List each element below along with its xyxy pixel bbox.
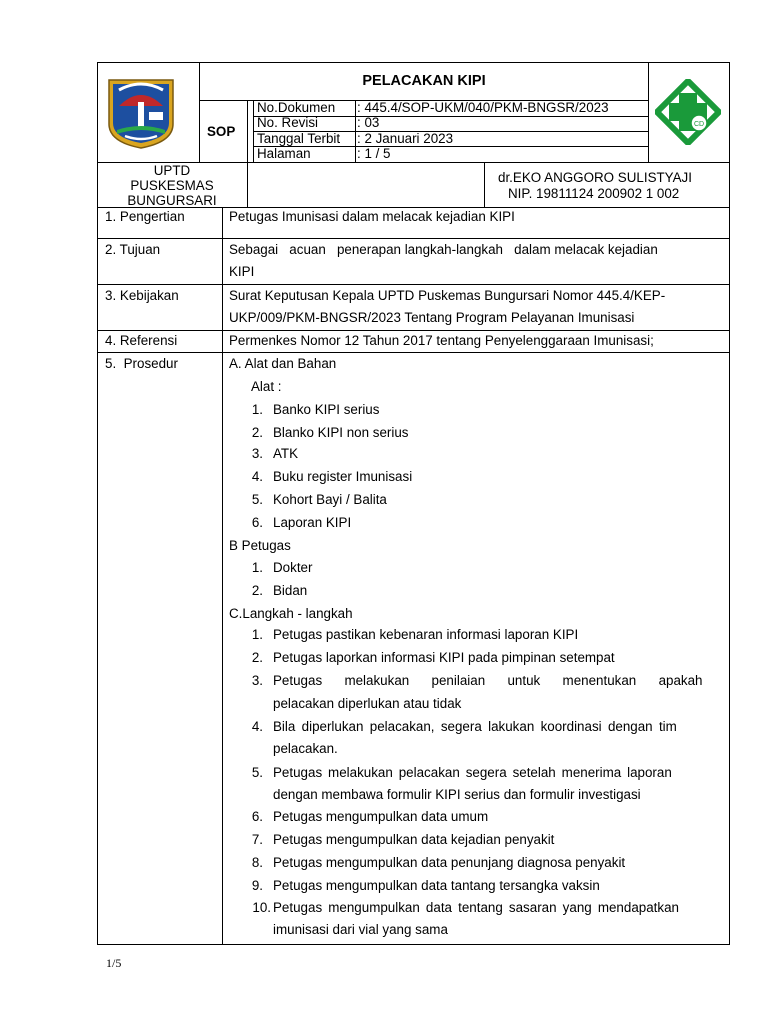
langkah-item: Bila diperlukan pelacakan, segera lakukan koordinasi dengan tim xyxy=(273,719,677,734)
langkah-item: Petugas mengumpulkan data penunjang diagnosa penyakit xyxy=(273,855,626,870)
row-divider-3 xyxy=(97,330,730,331)
petugas-item: Dokter xyxy=(273,560,313,575)
alat-item: ATK xyxy=(273,446,299,461)
body-col-divider xyxy=(222,207,223,945)
prosedur-c-title: C.Langkah - langkah xyxy=(229,606,353,621)
langkah-item: Petugas melakukan pelacakan segera setelah menerima laporan xyxy=(273,765,672,780)
langkah-num-1: 1. xyxy=(251,627,263,642)
border-right xyxy=(729,62,730,945)
alat-num-2: 2. xyxy=(251,425,263,440)
referensi-text: Permenkes Nomor 12 Tahun 2017 tentang Penyelenggaraan Imunisasi; xyxy=(229,333,654,348)
row-divider-4 xyxy=(97,352,730,353)
divider-sop xyxy=(247,100,248,163)
alat-item: Laporan KIPI xyxy=(273,515,352,530)
alat-item: Buku register Imunisasi xyxy=(273,469,413,484)
prosedur-b-title: B Petugas xyxy=(229,538,291,553)
referensi-label: 4. Referensi xyxy=(105,333,178,348)
petugas-num-2: 2. xyxy=(251,583,263,598)
langkah-num-8: 8. xyxy=(251,855,263,870)
prosedur-label: 5. Prosedur xyxy=(105,356,178,371)
border-bottom xyxy=(97,944,730,945)
row-divider-1 xyxy=(97,238,730,239)
meta-value-revisi: : 03 xyxy=(357,115,380,130)
tujuan-line-1: Sebagai acuan penerapan langkah-langkah dalam melacak kejadian xyxy=(229,242,658,257)
kebijakan-label: 3. Kebijakan xyxy=(105,288,179,303)
langkah-item-cont: imunisasi dari vial yang sama xyxy=(273,922,448,937)
kebijakan-line-1: Surat Keputusan Kepala UPTD Puskemas Bungursari Nomor 445.4/KEP- xyxy=(229,288,666,303)
alat-item: Kohort Bayi / Balita xyxy=(273,492,387,507)
langkah-item: Petugas mengumpulkan data tentang sasaran yang mendapatkan xyxy=(273,900,679,915)
signer-name: dr.EKO ANGGORO SULISTYAJI xyxy=(498,170,692,185)
alat-num-5: 5. xyxy=(251,492,263,507)
org-line-2: PUSKESMAS xyxy=(130,178,214,193)
langkah-item-cont: dengan membawa formulir KIPI serius dan formulir investigasi xyxy=(273,787,641,802)
signer-nip: NIP. 19811124 200902 1 002 xyxy=(508,186,680,201)
alat-num-3: 3. xyxy=(251,446,263,461)
alat-num-6: 6. xyxy=(251,515,263,530)
langkah-item: Petugas mengumpulkan data umum xyxy=(273,809,489,824)
meta-label-tanggal: Tanggal Terbit xyxy=(257,131,341,146)
langkah-num-3: 3. xyxy=(251,673,263,688)
alat-item: Banko KIPI serius xyxy=(273,402,380,417)
prosedur-a-title: A. Alat dan Bahan xyxy=(229,356,337,371)
org-line-1: UPTD xyxy=(153,163,191,178)
city-seal-logo xyxy=(105,76,177,150)
puskesmas-logo xyxy=(655,79,721,145)
meta-value-nodokumen: : 445.4/SOP-UKM/040/PKM-BNGSR/2023 xyxy=(357,100,609,115)
meta-col-mid xyxy=(355,100,356,162)
meta-col-left xyxy=(253,100,254,162)
divider-signer xyxy=(484,162,485,208)
alat-num-4: 4. xyxy=(251,469,263,484)
alat-num-1: 1. xyxy=(251,402,263,417)
meta-value-tanggal: : 2 Januari 2023 xyxy=(357,131,454,146)
langkah-num-5: 5. xyxy=(251,765,263,780)
page-number: 1/5 xyxy=(106,956,122,970)
meta-label-nodokumen: No.Dokumen xyxy=(257,100,336,115)
tujuan-label: 2. Tujuan xyxy=(105,242,161,257)
langkah-num-6: 6. xyxy=(251,809,263,824)
border-top xyxy=(97,62,730,63)
langkah-item-cont: pelacakan. xyxy=(273,741,338,756)
kebijakan-line-2: UKP/009/PKM-BNGSR/2023 Tentang Program Pelayanan Imunisasi xyxy=(229,310,635,325)
langkah-item: Petugas laporkan informasi KIPI pada pimpinan setempat xyxy=(273,650,615,665)
langkah-item: Petugas mengumpulkan data tantang tersangka vaksin xyxy=(273,878,600,893)
meta-label-revisi: No. Revisi xyxy=(257,115,319,130)
sop-label: SOP xyxy=(207,124,236,139)
pengertian-text: Petugas Imunisasi dalam melacak kejadian KIPI xyxy=(229,209,515,224)
langkah-item: Petugas mengumpulkan data kejadian penyakit xyxy=(273,832,555,847)
page-title: PELACAKAN KIPI xyxy=(362,73,486,89)
meta-label-halaman: Halaman xyxy=(257,146,311,161)
org-line-3: BUNGURSARI xyxy=(127,193,217,208)
petugas-num-1: 1. xyxy=(251,560,263,575)
pengertian-label: 1. Pengertian xyxy=(105,209,185,224)
langkah-num-9: 9. xyxy=(251,878,263,893)
langkah-num-4: 4. xyxy=(251,719,263,734)
row-divider-2 xyxy=(97,284,730,285)
svg-text:CD: CD xyxy=(693,121,705,128)
divider-org xyxy=(247,162,248,208)
langkah-num-10: 10. xyxy=(252,900,271,915)
langkah-item-cont: pelacakan diperlukan atau tidak xyxy=(273,696,462,711)
langkah-num-2: 2. xyxy=(251,650,263,665)
langkah-item: Petugas pastikan kebenaran informasi laporan KIPI xyxy=(273,627,579,642)
tujuan-line-2: KIPI xyxy=(229,264,255,279)
langkah-item: Petugas melakukan penilaian untuk menentukan apakah xyxy=(273,673,703,688)
petugas-item: Bidan xyxy=(273,583,308,598)
langkah-num-7: 7. xyxy=(251,832,263,847)
alat-label: Alat : xyxy=(251,379,282,394)
meta-value-halaman: : 1 / 5 xyxy=(357,146,391,161)
alat-item: Blanko KIPI non serius xyxy=(273,425,409,440)
